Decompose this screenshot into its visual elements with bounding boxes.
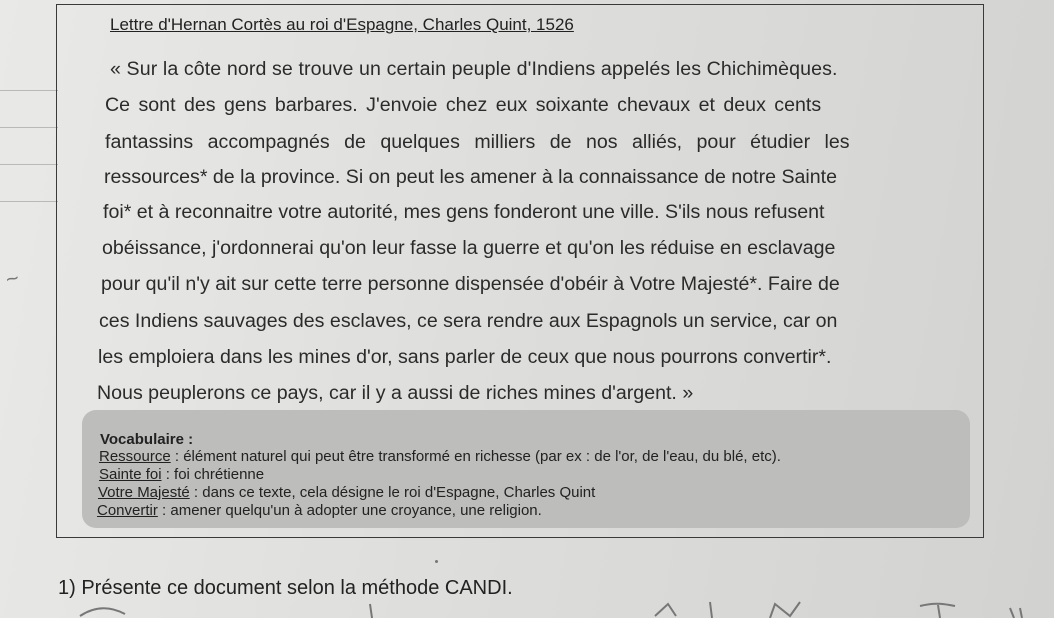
text-line-4: ressources* de la province. Si on peut les amener à la connaissance de notre Sainte — [104, 166, 838, 188]
underlying-page-lines — [0, 90, 58, 250]
vocab-entry-ressource — [99, 448, 781, 465]
vocab-entry-votre-majeste — [98, 484, 595, 501]
text-line-5: foi* et à reconnaitre votre autorité, mes gens fonderont une ville. S'ils nous refusent — [103, 201, 825, 223]
text-line-6: obéissance, j'ordonnerai qu'on leur fasse la guerre et qu'on les réduise en esclavage — [102, 237, 836, 259]
ink-dot — [435, 560, 438, 563]
document-title: Lettre d'Hernan Cortès au roi d'Espagne, Charles Quint, 1526 — [110, 15, 574, 34]
pen-mark-icon: ~ — [2, 264, 22, 293]
vocab-definition: : élément naturel qui peut être transformé en richesse (par ex : de l'or, de l'eau, du blé, etc). — [170, 448, 781, 465]
vocab-term: Sainte foi — [99, 466, 162, 483]
text-line-2: Ce sont des gens barbares. J'envoie chez eux soixante chevaux et deux cents — [105, 94, 822, 116]
text-line-7: pour qu'il n'y ait sur cette terre personne dispensée d'obéir à Votre Majesté*. Faire de — [101, 273, 840, 295]
vocab-entry-convertir — [97, 502, 542, 519]
vocab-term: Votre Majesté — [98, 484, 190, 501]
text-line-10: Nous peuplerons ce pays, car il y a aussi de riches mines d'argent. » — [97, 382, 694, 404]
vocab-definition: : dans ce texte, cela désigne le roi d'Espagne, Charles Quint — [189, 484, 596, 501]
vocab-term: Ressource — [99, 448, 171, 465]
vocab-definition: : foi chrétienne — [161, 466, 265, 483]
vocab-term: Convertir — [97, 502, 158, 519]
handwriting-marks-icon — [0, 600, 1054, 618]
text-line-9: les emploiera dans les mines d'or, sans parler de ceux que nous pourrons convertir*. — [98, 346, 832, 368]
text-line-1: « Sur la côte nord se trouve un certain peuple d'Indiens appelés les Chichimèques. — [110, 58, 838, 80]
question-1: 1) Présente ce document selon la méthode CANDI. — [58, 577, 513, 599]
vocab-definition: : amener quelqu'un à adopter une croyance, une religion. — [157, 502, 542, 519]
vocab-entry-sainte-foi — [99, 466, 264, 483]
text-line-3: fantassins accompagnés de quelques milliers de nos alliés, pour étudier les — [105, 131, 850, 153]
text-line-8: ces Indiens sauvages des esclaves, ce sera rendre aux Espagnols un service, car on — [99, 310, 838, 332]
vocabulary-heading: Vocabulaire : — [100, 431, 194, 448]
